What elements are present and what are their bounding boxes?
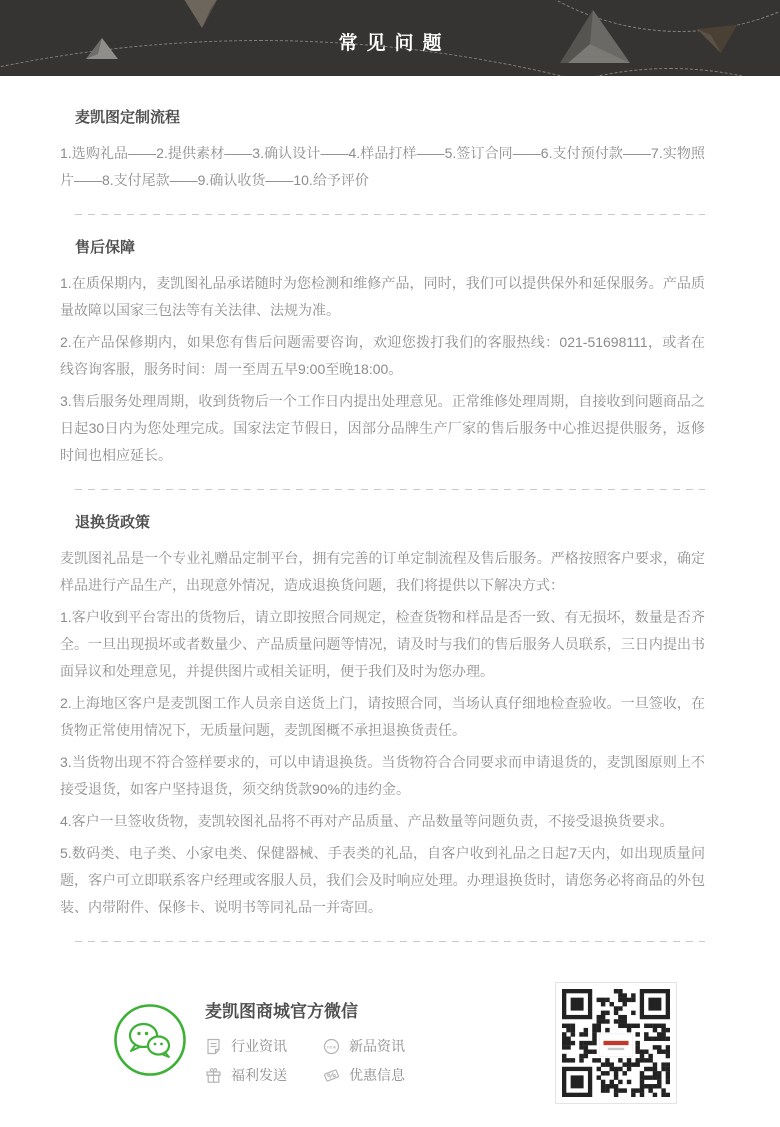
dashed-divider (75, 214, 705, 215)
paragraph: 4.客户一旦签收货物，麦凯较图礼品将不再对产品质量、产品数量等问题负责，不接受退换货要求。 (60, 813, 674, 829)
section-return-policy (60, 513, 705, 921)
paragraph: 3.售后服务处理周期，收到货物后一个工作日内提出处理意见。正常维修处理周期，自接收到问题商品之日起30日内为您处理完成。国家法定节假日，因部分品牌生产厂家的售后服务中心推迟提供服务，返修时间也相应延长。 (60, 393, 705, 463)
page-title: 常见问题 (338, 33, 451, 54)
wechat-icon (112, 1002, 188, 1078)
coupon-icon (323, 1067, 340, 1084)
paragraph: 3.当货物出现不符合签样要求的，可以申请退换货。当货物符合合同要求而申请退货的，麦凯图原则上不接受退货，如客户坚持退货，须交纳货款90%的违约金。 (60, 754, 705, 797)
paragraph: 2.上海地区客户是麦凯图工作人员亲自送货上门，请按照合同，当场认真仔细地检查验收。一旦签收，在货物正常使用情况下，无质量问题，麦凯图概不承担退换货责任。 (60, 695, 705, 738)
section-custom-process (60, 76, 705, 194)
new-badge-icon (323, 1038, 340, 1055)
feature-label: 行业资讯 (231, 1038, 287, 1054)
section-after-sales (60, 238, 705, 469)
wechat-feature-discounts (323, 1064, 405, 1086)
section-heading: 售后保障 (75, 239, 136, 256)
wechat-account-title: 麦凯图商城官方微信 (205, 1002, 358, 1021)
wechat-feature-industry-news (205, 1035, 323, 1057)
feature-label: 福利发送 (231, 1067, 287, 1083)
paragraph: 1.选购礼品——2.提供素材——3.确认设计——4.样品打样——5.签订合同——6.支付预付款——7.实物照片——8.支付尾款——9.确认收货——10.给予评价 (60, 145, 705, 188)
wechat-footer (0, 965, 780, 1127)
gift-icon (205, 1067, 222, 1084)
wechat-feature-new-products (323, 1035, 405, 1057)
paragraph: 麦凯图礼品是一个专业礼赠品定制平台，拥有完善的订单定制流程及售后服务。严格按照客户要求，确定样品进行产品生产，出现意外情况，造成退换货问题，我们将提供以下解决方式： (60, 550, 705, 593)
news-doc-icon (205, 1038, 222, 1055)
dashed-divider (75, 489, 705, 490)
feature-label: 新品资讯 (349, 1038, 405, 1054)
paragraph: 2.在产品保修期内，如果您有售后问题需要咨询，欢迎您拨打我们的客服热线：021-51698111，或者在线咨询客服，服务时间：周一至周五早9:00至晚18:00。 (60, 334, 705, 377)
dashed-divider (75, 941, 705, 942)
faq-content (0, 76, 780, 942)
wechat-info (205, 1001, 405, 1086)
triangle-decoration (182, 0, 218, 28)
wechat-feature-benefits (205, 1064, 323, 1086)
feature-label: 优惠信息 (349, 1067, 405, 1083)
section-heading: 麦凯图定制流程 (75, 109, 181, 126)
paragraph: 5.数码类、电子类、小家电类、保健器械、手表类的礼品，自客户收到礼品之日起7天内，如出现质量问题，客户可立即联系客户经理或客服人员，我们会及时响应处理。办理退换货时，请您务必将商品的外包装、内带附件、保修卡、说明书等同礼品一并寄回。 (60, 845, 705, 915)
wechat-qr-code (555, 982, 677, 1104)
section-heading: 退换货政策 (75, 514, 151, 531)
page-header-banner (0, 0, 780, 76)
svg-text:new: new (326, 1044, 337, 1050)
paragraph: 1.客户收到平台寄出的货物后，请立即按照合同规定，检查货物和样品是否一致、有无损坏，数量是否齐全。一旦出现损坏或者数量少、产品质量问题等情况，请及时与我们的售后服务人员联系，三日内提出书面异议和处理意见，并提供图片或相关证明，便于我们及时为您办理。 (60, 609, 705, 679)
paragraph: 1.在质保期内，麦凯图礼品承诺随时为您检测和维修产品，同时，我们可以提供保外和延保服务。产品质量故障以国家三包法等有关法律、法规为准。 (60, 275, 705, 318)
